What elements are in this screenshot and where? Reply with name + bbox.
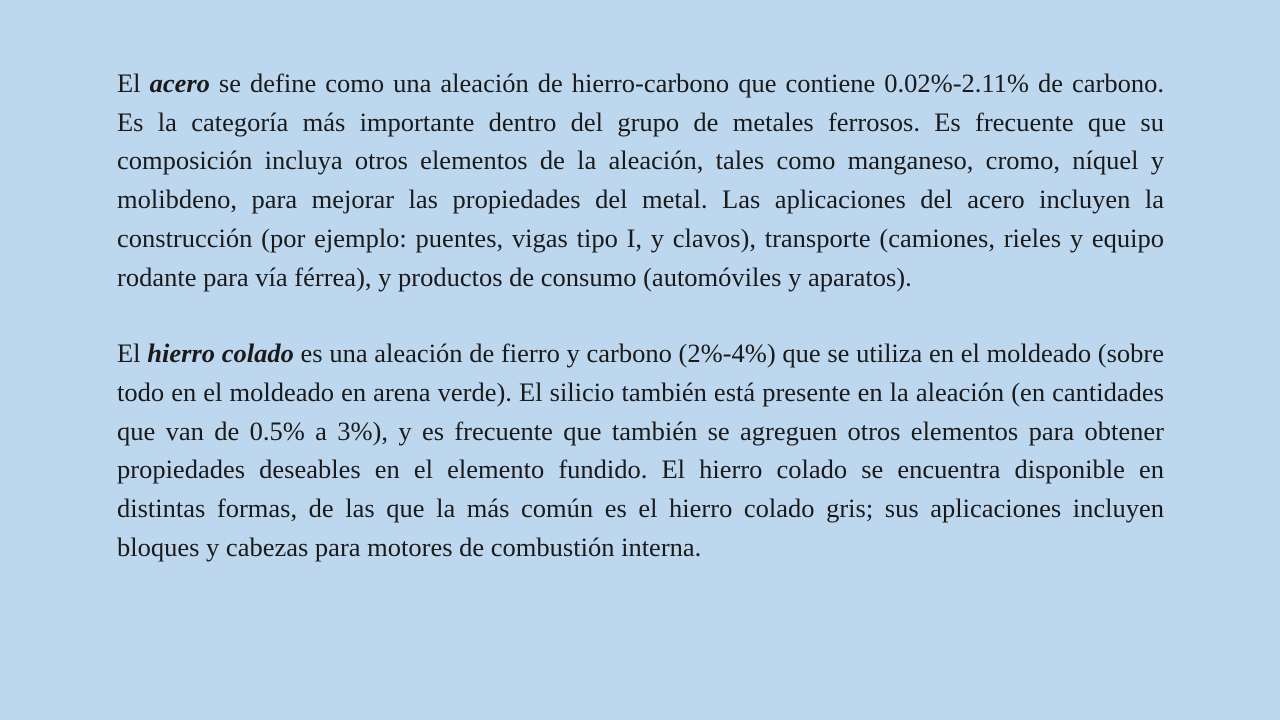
term-hierro-colado: hierro colado: [147, 338, 294, 369]
term-acero: acero: [149, 68, 210, 98]
paragraph-hierro-colado-lead: El: [117, 338, 148, 369]
paragraph-acero-lead: El: [117, 68, 150, 98]
text-body: [117, 64, 1164, 566]
paragraph-acero: [117, 64, 1164, 296]
paragraph-acero-text: se define como una aleación de hierro-carbono que contiene 0.02%-2.11% de carbono. Es la categoría más importante dentro del grupo de metales ferrosos. Es frecuente que su composición incluya otros elementos de la aleación, tales como manganeso, cromo, níquel y molibdeno, para mejorar las propiedades del metal. Las aplicaciones del acero incluyen la construcción (por ejemplo: puentes, vigas tipo I, y clavos), transporte (camiones, rieles y equipo rodante para vía férrea), y productos de consumo (automóviles y aparatos).: [117, 68, 1164, 292]
paragraph-hierro-colado-text: es una aleación de fierro y carbono (2%-4%) que se utiliza en el moldeado (sobre todo en el moldeado en arena verde). El silicio también está presente en la aleación (en cantidades que van de 0.5% a 3%), y es frecuente que también se agreguen otros elementos para obtener propiedades deseables en el elemento fundido. El hierro colado se encuentra disponible en distintas formas, de las que la más común es el hierro colado gris; sus aplicaciones incluyen bloques y cabezas para motores de combustión interna.: [117, 338, 1164, 562]
paragraph-hierro-colado: [117, 334, 1164, 566]
